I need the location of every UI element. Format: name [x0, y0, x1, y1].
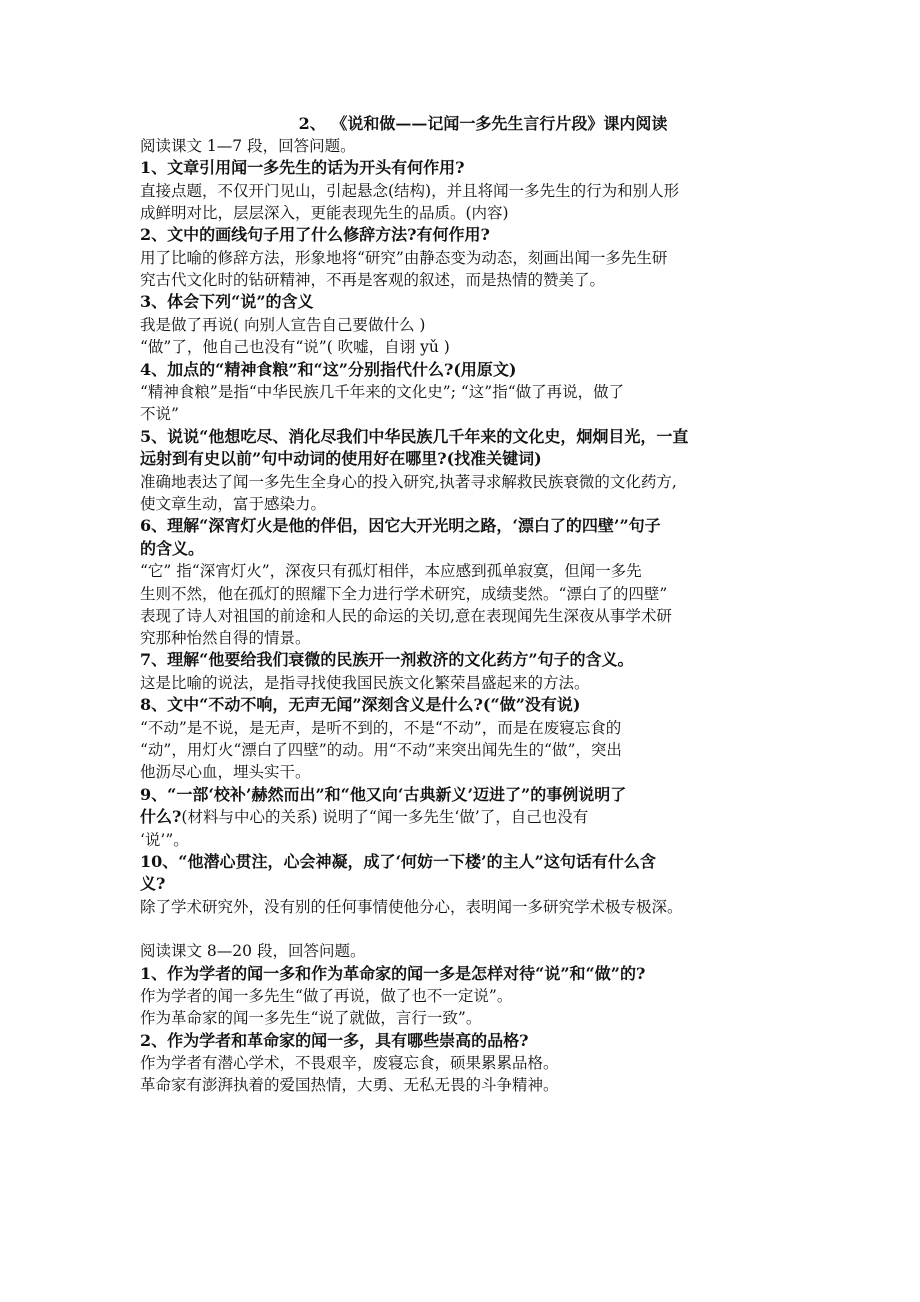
document-page	[140, 113, 790, 1097]
answer-line: 成鲜明对比，层层深入，更能表现先生的品质。(内容)	[140, 204, 509, 223]
question-line: 2、作为学者和革命家的闻一多，具有哪些崇高的品格?	[140, 1030, 529, 1050]
question-line: 4、加点的“精神食粮”和“这”分别指代什么?(用原文)	[140, 359, 517, 379]
section2-body	[140, 963, 790, 1097]
answer-line: “不动”是不说，是无声，是听不到的，不是“不动”，而是在废寝忘食的	[140, 718, 622, 737]
answer-line: “动”，用灯火“漂白了四壁”的动。用“不动”来突出闻先生的“做”，突出	[140, 741, 622, 760]
section1-body	[140, 157, 790, 918]
answer-line: 作为革命家的闻一多先生“说了就做，言行一致”。	[140, 1009, 482, 1028]
answer-line: 革命家有澎湃执着的爱国热情，大勇、无私无畏的斗争精神。	[140, 1076, 559, 1095]
answer-line: “做”了，他自己也没有“说”( 吹嘘，自诩 yǔ )	[140, 338, 450, 357]
question-line: 1、文章引用闻一多先生的话为开头有何作用?	[140, 158, 465, 178]
answer-line: ‘说’”。	[140, 830, 189, 849]
question-line: 1、作为学者的闻一多和作为革命家的闻一多是怎样对待“说”和“做”的?	[140, 963, 646, 983]
question-line: 3、体会下列“说”的含义	[140, 292, 314, 312]
answer-line: 究古代文化时的钻研精神，不再是客观的叙述，而是热情的赞美了。	[140, 271, 606, 290]
answer-line: 用了比喻的修辞方法，形象地将“研究”由静态变为动态，刻画出闻一多先生研	[140, 248, 668, 267]
question-line: 2、文中的画线句子用了什么修辞方法?有何作用?	[140, 225, 490, 245]
question-line: 9、“一部‘校补’赫然而出”和“他又向‘古典新义’迈进了”的事例说明了	[140, 784, 627, 804]
answer-line: 作为学者有潜心学术，不畏艰辛，废寝忘食，硕果累累品格。	[140, 1054, 559, 1073]
question-line: 10、“他潜心贯注，心会神凝，成了‘何妨一下楼’的主人”这句话有什么含	[140, 851, 656, 871]
question-text: 什么?	[140, 807, 182, 827]
question-line: 8、文中“不动不响，无声无闻”深刻含义是什么?(“做”没有说)	[140, 695, 581, 715]
answer-text: (材料与中心的关系) 说明了“闻一多先生‘做’了，自己也没有	[181, 808, 589, 827]
answer-line: 这是比喻的说法，是指寻找使我国民族文化繁荣昌盛起来的方法。	[140, 673, 590, 692]
answer-line: 生则不然，他在孤灯的照耀下全力进行学术研究，成绩斐然。“漂白了的四壁”	[140, 584, 668, 603]
section2-intro: 阅读课文 8—20 段，回答问题。	[140, 942, 366, 961]
section-gap	[140, 918, 790, 940]
answer-line: 不说”	[140, 405, 179, 424]
question-line: 6、理解“深宵灯火是他的伴侣，因它大开光明之路，‘漂白了的四壁’”句子	[140, 516, 661, 536]
question-line: 5、说说“他想吃尽、消化尽我们中华民族几千年来的文化史，炯炯目光，一直	[140, 426, 689, 446]
answer-line: 使文章生动，富于感染力。	[140, 494, 327, 513]
question-line: 7、理解“他要给我们衰微的民族开一剂救济的文化药方”句子的含义。	[140, 650, 634, 670]
mixed-line	[140, 806, 790, 829]
answer-line: 表现了诗人对祖国的前途和人民的命运的关切,意在表现闻先生深夜从事学术研	[140, 606, 672, 625]
answer-line: 直接点题，不仅开门见山，引起悬念(结构)，并且将闻一多先生的行为和别人形	[140, 181, 680, 200]
answer-line: 准确地表达了闻一多先生全身心的投入研究,执著寻求解救民族衰微的文化药方,	[140, 472, 677, 491]
answer-line: 除了学术研究外，没有别的任何事情使他分心，表明闻一多研究学术极专极深。	[140, 897, 683, 916]
question-line: 的含义。	[140, 538, 205, 558]
question-line: 义?	[140, 874, 166, 894]
answer-line: 我是做了再说( 向别人宣告自己要做什么 )	[140, 315, 426, 334]
question-line: 远射到有史以前”句中动词的使用好在哪里?(找准关键词)	[140, 449, 542, 469]
answer-line: “它” 指“深宵灯火”，深夜只有孤灯相伴，本应感到孤单寂寞，但闻一多先	[140, 562, 642, 581]
document-title: 2、 《说和做——记闻一多先生言行片段》课内阅读	[298, 114, 668, 133]
answer-line: 作为学者的闻一多先生“做了再说，做了也不一定说”。	[140, 987, 513, 1006]
answer-line: 究那种怡然自得的情景。	[140, 629, 311, 648]
answer-line: 他沥尽心血，埋头实干。	[140, 763, 311, 782]
section1-intro: 阅读课文 1—7 段，回答问题。	[140, 137, 356, 155]
answer-line: “精神食粮”是指“中华民族几千年来的文化史”; “这”指“做了再说，做了	[140, 383, 625, 402]
